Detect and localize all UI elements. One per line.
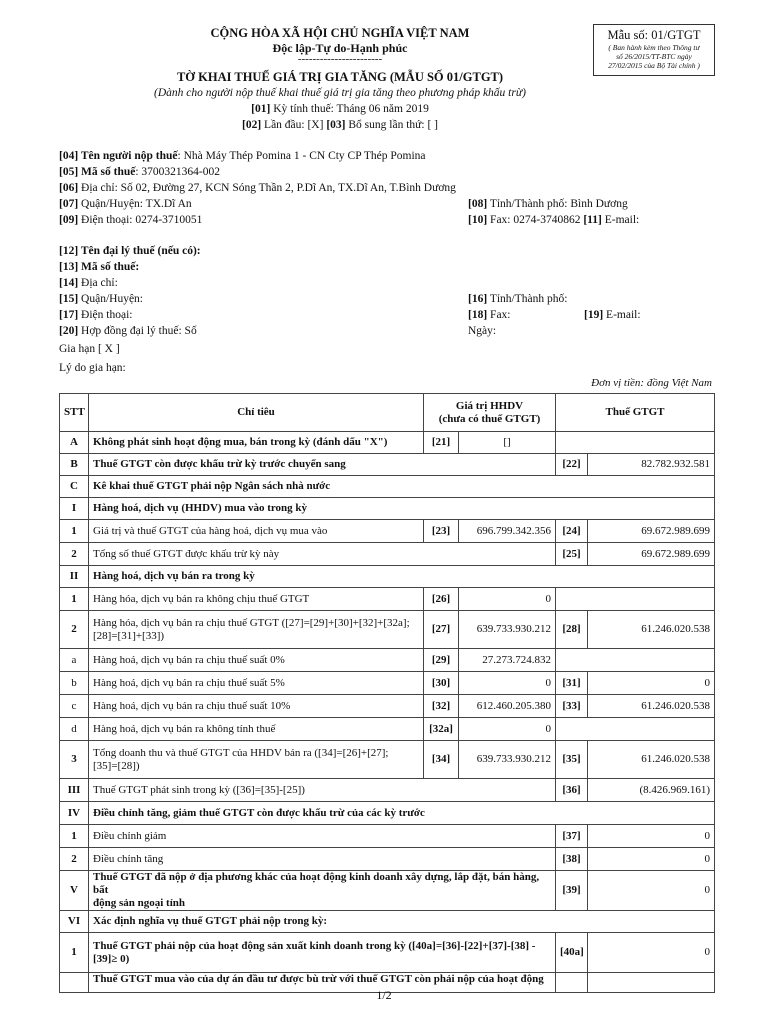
field-05-tax-code: [05] Mã số thuế: 3700321364-002 bbox=[59, 166, 221, 178]
field-16-agent-province: [16] Tỉnh/Thành phố: bbox=[468, 293, 568, 305]
table-row-III: III Thuế GTGT phát sinh trong kỳ ([36]=[35]-[25]) [36] (8.426.969.161) bbox=[60, 779, 715, 802]
header-tax: Thuế GTGT bbox=[556, 394, 715, 432]
form-note-1: ( Ban hành kèm theo Thông tư bbox=[608, 43, 700, 52]
table-row-V: V Thuế GTGT đã nộp ở địa phương khác của hoạt động kinh doanh xây dựng, lắp đặt, bán hàng, bất động sản ngoại tỉnh [39] 0 bbox=[60, 871, 715, 911]
tax-declaration-table bbox=[59, 393, 715, 993]
table-row-IV-1: 1 Điều chỉnh giảm [37] 0 bbox=[60, 825, 715, 848]
no-activity-checkbox: [] bbox=[459, 432, 556, 454]
field-07-district: [07] Quận/Huyện: TX.Dĩ An bbox=[59, 198, 192, 210]
extension-flag: Gia hạn [ X ] bbox=[59, 343, 120, 355]
field-17-agent-phone: [17] Điện thoại: bbox=[59, 309, 133, 321]
table-row-VI-2: Thuế GTGT mua vào của dự án đầu tư được bù trừ với thuế GTGT còn phải nộp của hoạt động bbox=[60, 973, 715, 993]
tax-period: [01] Kỳ tính thuế: Tháng 06 năm 2019 bbox=[251, 103, 429, 115]
table-row-II-a: a Hàng hoá, dịch vụ bán ra chịu thuế suất 0% [29] 27.273.724.832 bbox=[60, 649, 715, 672]
motto: Độc lập-Tự do-Hạnh phúc bbox=[272, 41, 408, 55]
header-value: Giá trị HHDV (chưa có thuế GTGT) bbox=[424, 394, 556, 432]
field-19-agent-email: [19] E-mail: bbox=[584, 309, 641, 321]
table-row-II-b: b Hàng hoá, dịch vụ bán ra chịu thuế suất 5% [30] 0 [31] 0 bbox=[60, 672, 715, 695]
table-row-VI-1: 1 Thuế GTGT phải nộp của hoạt động sản xuất kinh doanh trong kỳ ([40a]=[36]-[22]+[37]-[38] - [39]≥ 0) [40a] 0 bbox=[60, 933, 715, 973]
field-09-phone: [09] Điện thoại: 0274-3710051 bbox=[59, 214, 203, 226]
filing-type: [02] Lần đầu: [X] [03] Bổ sung lần thứ: [ ] bbox=[242, 119, 438, 131]
table-row-A: A Không phát sinh hoạt động mua, bán trong kỳ (đánh dấu "X") [21] [] bbox=[60, 432, 715, 454]
table-row-I: I Hàng hoá, dịch vụ (HHDV) mua vào trong kỳ bbox=[60, 498, 715, 520]
table-row-VI: VI Xác định nghĩa vụ thuế GTGT phải nộp trong kỳ: bbox=[60, 911, 715, 933]
form-note-3: 27/02/2015 của Bộ Tài chính ) bbox=[608, 61, 700, 70]
field-14-agent-address: [14] Địa chỉ: bbox=[59, 277, 118, 289]
agent-contract-date: Ngày: bbox=[468, 325, 497, 337]
table-row-II: II Hàng hoá, dịch vụ bán ra trong kỳ bbox=[60, 566, 715, 588]
table-row-II-c: c Hàng hoá, dịch vụ bán ra chịu thuế suất 10% [32] 612.460.205.380 [33] 61.246.020.538 bbox=[60, 695, 715, 718]
currency-unit: Đơn vị tiền: đồng Việt Nam bbox=[591, 377, 712, 389]
table-row-I-2: 2 Tổng số thuế GTGT được khấu trừ kỳ này [25] 69.672.989.699 bbox=[60, 543, 715, 566]
field-15-agent-district: [15] Quận/Huyện: bbox=[59, 293, 144, 305]
table-row-IV: IV Điều chỉnh tăng, giảm thuế GTGT còn được khấu trừ của các kỳ trước bbox=[60, 802, 715, 825]
field-13-agent-tax-code: [13] Mã số thuế: bbox=[59, 261, 140, 273]
form-subtitle: (Dành cho người nộp thuế khai thuế giá trị gia tăng theo phương pháp khấu trừ) bbox=[154, 87, 526, 99]
header-stt: STT bbox=[60, 394, 89, 432]
form-code: Mẫu số: 01/GTGT bbox=[607, 28, 701, 42]
field-18-agent-fax: [18] Fax: bbox=[468, 309, 511, 321]
extension-reason: Lý do gia hạn: bbox=[59, 362, 126, 374]
table-row-C: C Kê khai thuế GTGT phải nộp Ngân sách nhà nước bbox=[60, 476, 715, 498]
table-row-II-3: 3 Tổng doanh thu và thuế GTGT của HHDV bán ra ([34]=[26]+[27]; [35]=[28]) [34] 639.733.930.212 [35] 61.246.020.538 bbox=[60, 741, 715, 779]
header-item: Chỉ tiêu bbox=[89, 394, 424, 432]
page-number: 1/2 bbox=[376, 988, 392, 1002]
field-04-taxpayer-name: [04] Tên người nộp thuế: Nhà Máy Thép Pomina 1 - CN Cty CP Thép Pomina bbox=[59, 150, 426, 162]
form-title: TỜ KHAI THUẾ GIÁ TRỊ GIA TĂNG (MẪU SỐ 01/GTGT) bbox=[176, 70, 504, 84]
table-row-I-1: 1 Giá trị và thuế GTGT của hàng hoá, dịch vụ mua vào [23] 696.799.342.356 [24] 69.672.989.699 bbox=[60, 520, 715, 543]
table-header-row bbox=[60, 394, 715, 432]
table-row-B: B Thuế GTGT còn được khấu trừ kỳ trước chuyển sang [22] 82.782.932.581 bbox=[60, 454, 715, 476]
table-row-II-1: 1 Hàng hóa, dịch vụ bán ra không chịu thuế GTGT [26] 0 bbox=[60, 588, 715, 611]
table-row-II-d: d Hàng hoá, dịch vụ bán ra không tính thuế [32a] 0 bbox=[60, 718, 715, 741]
form-code-box bbox=[593, 24, 715, 76]
header-separator: ----------------------- bbox=[297, 53, 383, 65]
field-08-province: [08] Tỉnh/Thành phố: Bình Dương bbox=[468, 198, 628, 210]
field-12-agent-name: [12] Tên đại lý thuế (nếu có): bbox=[59, 245, 201, 257]
field-20-agent-contract: [20] Hợp đồng đại lý thuế: Số bbox=[59, 325, 197, 337]
field-06-address: [06] Địa chỉ: Số 02, Đường 27, KCN Sóng Thần 2, P.Dĩ An, TX.Dĩ An, T.Bình Dương bbox=[59, 182, 456, 194]
field-10-11-fax-email: [10] Fax: 0274-3740862 [11] E-mail: bbox=[468, 214, 640, 226]
country-name: CỘNG HÒA XÃ HỘI CHỦ NGHĨA VIỆT NAM bbox=[210, 26, 470, 40]
form-note-2: số 26/2015/TT-BTC ngày bbox=[616, 52, 692, 61]
table-row-II-2: 2 Hàng hóa, dịch vụ bán ra chịu thuế GTGT ([27]=[29]+[30]+[32]+[32a]; [28]=[31]+[33]) [27] 639.733.930.212 [28] 61.246.020.538 bbox=[60, 611, 715, 649]
table-row-IV-2: 2 Điều chỉnh tăng [38] 0 bbox=[60, 848, 715, 871]
